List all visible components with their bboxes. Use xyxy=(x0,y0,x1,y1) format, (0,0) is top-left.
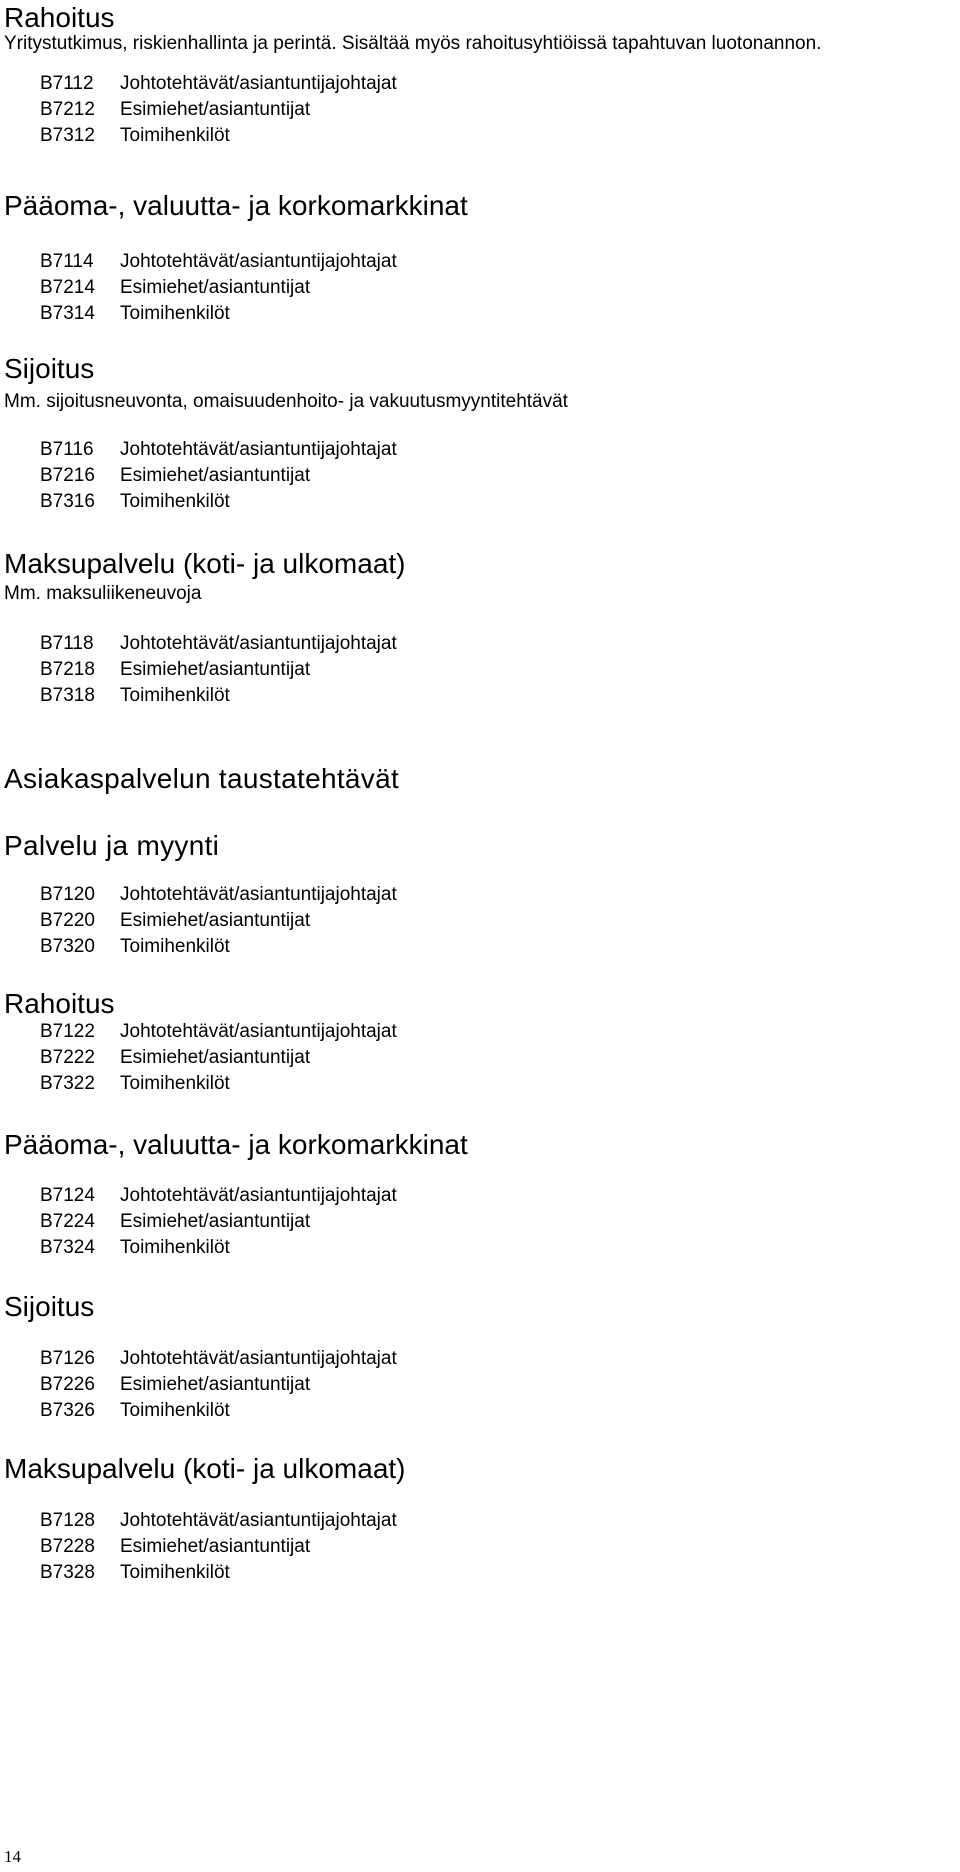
role: Esimiehet/asiantuntijat xyxy=(120,1211,311,1232)
role: Johtotehtävät/asiantuntijajohtajat xyxy=(120,1021,397,1042)
list-item xyxy=(40,1372,397,1398)
list-item xyxy=(40,97,397,123)
group-heading: Asiakaspalvelun taustatehtävät xyxy=(4,763,400,794)
role: Toimihenkilöt xyxy=(120,685,230,706)
list-item xyxy=(40,882,397,908)
section-description: Mm. maksuliikeneuvoja xyxy=(4,583,202,604)
section-title: Sijoitus xyxy=(4,353,95,384)
code: B7128 xyxy=(40,1510,95,1531)
code-list xyxy=(40,631,397,709)
code: B7324 xyxy=(40,1237,95,1258)
list-item xyxy=(40,1045,397,1071)
code: B7214 xyxy=(40,277,95,298)
list-item xyxy=(40,1346,397,1372)
role: Johtotehtävät/asiantuntijajohtajat xyxy=(120,439,397,460)
role: Johtotehtävät/asiantuntijajohtajat xyxy=(120,1185,397,1206)
section-title: Rahoitus xyxy=(4,2,115,33)
code: B7224 xyxy=(40,1211,95,1232)
code: B7120 xyxy=(40,884,95,905)
code: B7126 xyxy=(40,1348,95,1369)
section-title: Maksupalvelu (koti- ja ulkomaat) xyxy=(4,548,406,579)
code-list xyxy=(40,71,397,149)
list-item xyxy=(40,71,397,97)
role: Esimiehet/asiantuntijat xyxy=(120,1047,311,1068)
page-number: 14 xyxy=(4,1847,21,1866)
code-list xyxy=(40,249,397,327)
code: B7314 xyxy=(40,303,95,324)
section-title: Pääoma-, valuutta- ja korkomarkkinat xyxy=(4,1129,468,1160)
code: B7226 xyxy=(40,1374,95,1395)
role: Esimiehet/asiantuntijat xyxy=(120,465,311,486)
code: B7112 xyxy=(40,73,94,94)
list-item xyxy=(40,1209,397,1235)
list-item xyxy=(40,1398,397,1424)
role: Toimihenkilöt xyxy=(120,1237,230,1258)
section-title: Rahoitus xyxy=(4,988,115,1019)
code-list xyxy=(40,1508,397,1586)
role: Esimiehet/asiantuntijat xyxy=(120,1374,311,1395)
code: B7228 xyxy=(40,1536,95,1557)
code: B7322 xyxy=(40,1073,95,1094)
list-item xyxy=(40,1560,397,1586)
code: B7116 xyxy=(40,439,94,460)
code-list xyxy=(40,1346,397,1424)
role: Toimihenkilöt xyxy=(120,303,230,324)
list-item xyxy=(40,301,397,327)
code: B7218 xyxy=(40,659,95,680)
role: Johtotehtävät/asiantuntijajohtajat xyxy=(120,1510,397,1531)
code: B7122 xyxy=(40,1021,95,1042)
code: B7318 xyxy=(40,685,95,706)
code: B7326 xyxy=(40,1400,95,1421)
list-item xyxy=(40,489,397,515)
role: Toimihenkilöt xyxy=(120,491,230,512)
list-item xyxy=(40,1534,397,1560)
section-title: Palvelu ja myynti xyxy=(4,830,220,861)
role: Toimihenkilöt xyxy=(120,1400,230,1421)
list-item xyxy=(40,1235,397,1261)
role: Toimihenkilöt xyxy=(120,936,230,957)
code: B7114 xyxy=(40,251,94,272)
code: B7222 xyxy=(40,1047,95,1068)
list-item xyxy=(40,463,397,489)
list-item xyxy=(40,683,397,709)
code: B7118 xyxy=(40,633,94,654)
section-description: Mm. sijoitusneuvonta, omaisuudenhoito- ja vakuutusmyyntitehtävät xyxy=(4,391,568,412)
list-item xyxy=(40,631,397,657)
code: B7316 xyxy=(40,491,95,512)
code: B7216 xyxy=(40,465,95,486)
role: Esimiehet/asiantuntijat xyxy=(120,659,311,680)
code: B7212 xyxy=(40,99,95,120)
role: Johtotehtävät/asiantuntijajohtajat xyxy=(120,251,397,272)
list-item xyxy=(40,934,397,960)
list-item xyxy=(40,437,397,463)
code-list xyxy=(40,437,397,515)
list-item xyxy=(40,249,397,275)
role: Toimihenkilöt xyxy=(120,125,230,146)
code: B7320 xyxy=(40,936,95,957)
section-description: Yritystutkimus, riskienhallinta ja perintä. Sisältää myös rahoitusyhtiöissä tapahtuvan luotonannon. xyxy=(4,33,822,54)
list-item xyxy=(40,123,397,149)
role: Johtotehtävät/asiantuntijajohtajat xyxy=(120,73,397,94)
code: B7220 xyxy=(40,910,95,931)
code: B7124 xyxy=(40,1185,95,1206)
section-title: Sijoitus xyxy=(4,1291,95,1322)
role: Johtotehtävät/asiantuntijajohtajat xyxy=(120,884,397,905)
code-list xyxy=(40,882,397,960)
code: B7328 xyxy=(40,1562,95,1583)
list-item xyxy=(40,1183,397,1209)
role: Johtotehtävät/asiantuntijajohtajat xyxy=(120,1348,397,1369)
section-title: Pääoma-, valuutta- ja korkomarkkinat xyxy=(4,190,468,221)
list-item xyxy=(40,908,397,934)
role: Johtotehtävät/asiantuntijajohtajat xyxy=(120,633,397,654)
role: Toimihenkilöt xyxy=(120,1562,230,1583)
role: Toimihenkilöt xyxy=(120,1073,230,1094)
role: Esimiehet/asiantuntijat xyxy=(120,910,311,931)
section-title: Maksupalvelu (koti- ja ulkomaat) xyxy=(4,1453,406,1484)
list-item xyxy=(40,1071,397,1097)
list-item xyxy=(40,1019,397,1045)
role: Esimiehet/asiantuntijat xyxy=(120,99,311,120)
list-item xyxy=(40,275,397,301)
code-list xyxy=(40,1183,397,1261)
list-item xyxy=(40,1508,397,1534)
code-list xyxy=(40,1019,397,1097)
role: Esimiehet/asiantuntijat xyxy=(120,277,311,298)
list-item xyxy=(40,657,397,683)
role: Esimiehet/asiantuntijat xyxy=(120,1536,311,1557)
code: B7312 xyxy=(40,125,95,146)
